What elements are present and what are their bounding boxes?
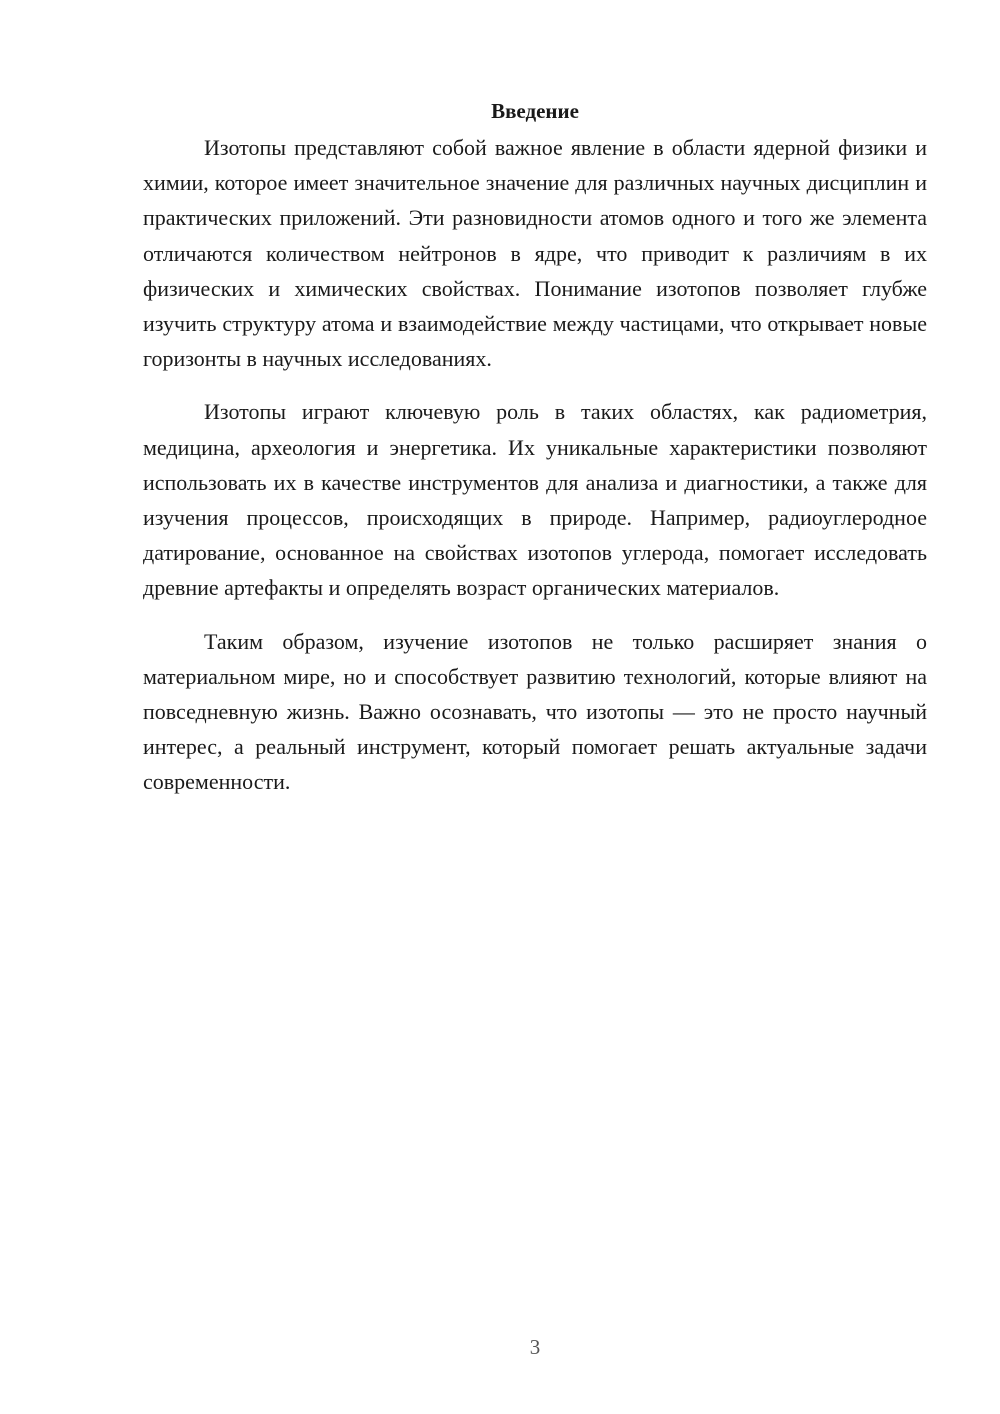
page-number: 3 [529, 1335, 541, 1359]
paragraph-3: Таким образом, изучение изотопов не только расширяет знания о материальном мире, но и способствует развитию технологий, которые влияют на повседневную жизнь. Важно осознавать, что изотопы — это не просто научный интерес, а реальный инструмент, который помогает решать актуальные задачи современности. [143, 628, 927, 795]
section-heading: Введение [491, 99, 579, 123]
page-content [143, 96, 927, 818]
paragraph-1: Изотопы представляют собой важное явление в области ядерной физики и химии, которое имеет значительное значение для различных научных дисциплин и практических приложений. Эти разновидности атомов одного и того же элемента отличаются количеством нейтронов в ядре, что приводит к различиям в их физических и химических свойствах. Понимание изотопов позволяет глубже изучить структуру атома и взаимодействие между частицами, что открывает новые горизонты в научных исследованиях. [143, 135, 927, 372]
paragraph-2: Изотопы играют ключевую роль в таких областях, как радиометрия, медицина, археология и энергетика. Их уникальные характеристики позволяют использовать их в качестве инструментов для анализа и диагностики, а также для изучения процессов, происходящих в природе. Например, радиоуглеродное датирование, основанное на свойствах изотопов углерода, помогает исследовать древние артефакты и определять возраст органических материалов. [143, 399, 927, 601]
